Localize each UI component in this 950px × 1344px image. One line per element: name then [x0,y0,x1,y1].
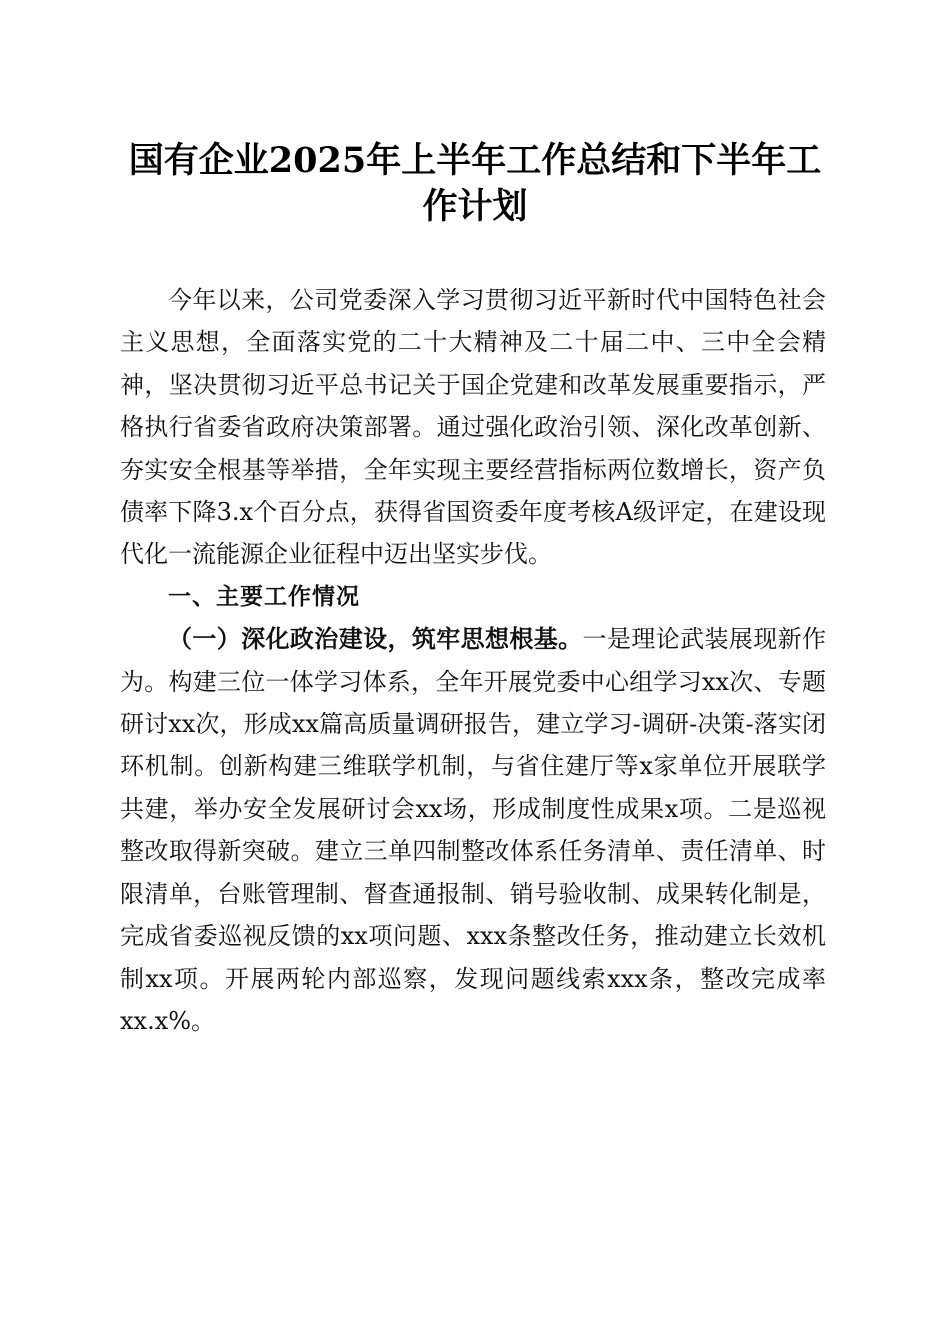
document-title: 国有企业2025年上半年工作总结和下半年工作计划 [128,140,822,227]
document-body [120,279,826,1042]
section-heading-main-work: 一、主要工作情况 [168,583,360,610]
intro-paragraph: 今年以来，公司党委深入学习贯彻习近平新时代中国特色社会主义思想，全面落实党的二十大精神及二十届二中、三中全会精神，坚决贯彻习近平总书记关于国企党建和改革发展重要指示，严格执行省委省政府决策部署。通过强化政治引领、深化改革创新、夯实安全根基等举措，全年实现主要经营指标两位数增长，资产负债率下降3.x个百分点，获得省国资委年度考核A级评定，在建设现代化一流能源企业征程中迈出坚实步伐。 [120,286,826,569]
subsection-body: 一是理论武装展现新作为。构建三位一体学习体系，全年开展党委中心组学习xx次、专题研讨xx次，形成xx篇高质量调研报告，建立学习-调研-决策-落实闭环机制。创新构建三维联学机制，与省住建厅等x家单位开展联学共建，举办安全发展研讨会xx场，形成制度性成果x项。二是巡视整改取得新突破。建立三单四制整改体系任务清单、责任清单、时限清单，台账管理制、督查通报制、销号验收制、成果转化制是，完成省委巡视反馈的xx项问题、xxx条整改任务，推动建立长效机制xx项。开展两轮内部巡察，发现问题线索xxx条，整改完成率xx.x%。 [120,625,827,1035]
subsection-paragraph-political-building [120,618,826,1042]
subsection-lead: （一）深化政治建设，筑牢思想根基。 [168,624,583,654]
